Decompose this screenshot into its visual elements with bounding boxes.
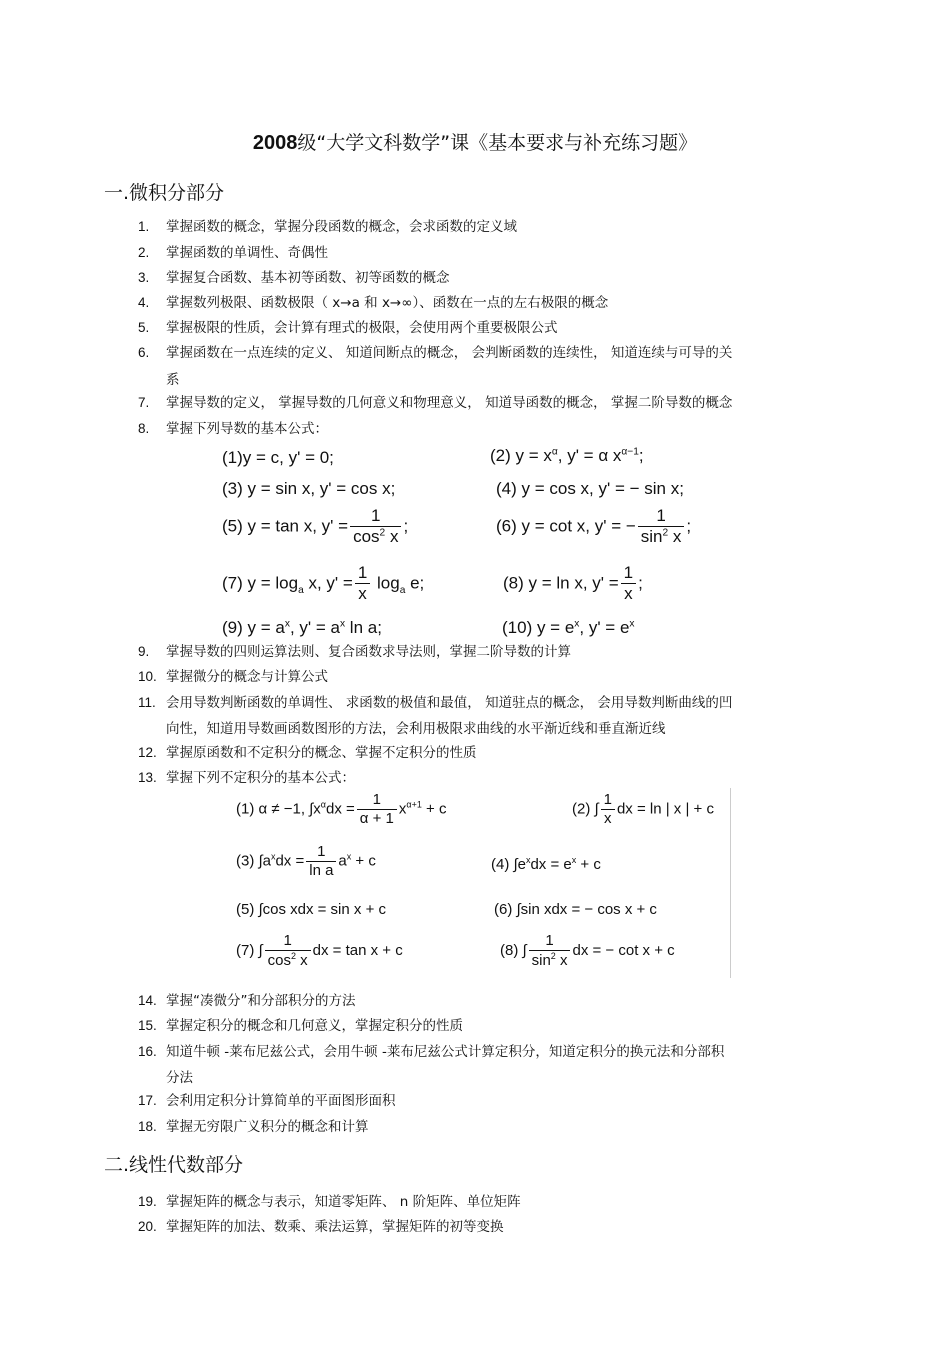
list-item: 5. 掌握极限的性质，会计算有理式的极限，会使用两个重要极限公式 xyxy=(138,320,558,336)
list-item-continuation: 系 xyxy=(166,372,180,388)
formula-derivative-9: (9) $y = a^x$, $y' = a^x$ ln a; xyxy=(222,618,382,637)
formula-integral-7: (7) ∫ $\frac{1}{\cos^2 x}$ dx = tan x + c xyxy=(236,932,403,969)
list-item: 6. 掌握函数在一点连续的定义、 知道间断点的概念， 会判断函数的连续性， 知道连续与可导的关 xyxy=(138,345,733,361)
section-heading-linear-algebra: 二.线性代数部分 xyxy=(104,1154,244,1176)
list-item: 4. 掌握数列极限、函数极限（ x→a 和 x→∞）、函数在一点的左右极限的概念 xyxy=(138,295,609,311)
list-item: 19. 掌握矩阵的概念与表示，知道零矩阵、 n 阶矩阵、单位矩阵 xyxy=(138,1194,521,1210)
section-heading-calculus: 一.微积分部分 xyxy=(104,182,225,204)
formula-derivative-10: (10) $y = e^x$, $y' = e^x$ xyxy=(502,618,635,637)
list-item: 1. 掌握函数的概念，掌握分段函数的概念，会求函数的定义域 xyxy=(138,219,517,235)
list-item: 14. 掌握“凑微分”和分部积分的方法 xyxy=(138,993,356,1009)
list-item: 2. 掌握函数的单调性、奇偶性 xyxy=(138,245,328,261)
formula-derivative-8: (8) y = ln x, y' = $\frac{1}{x}$ ; xyxy=(503,563,643,603)
list-item: 18. 掌握无穷限广义积分的概念和计算 xyxy=(138,1119,369,1135)
formula-integral-2: (2) ∫ $\frac{1}{x}$ dx = ln | x | + c xyxy=(572,791,714,827)
list-item: 12. 掌握原函数和不定积分的概念、掌握不定积分的性质 xyxy=(138,745,477,761)
formula-derivative-6: (6) y = cot x, y' = − $\frac{1}{\sin^2 x}$ ; xyxy=(496,506,692,546)
formula-integral-4: (4) $\int e^xdx = e^x + c$ xyxy=(491,855,601,873)
formula-integral-6: (6) ∫sin xdx = − cos x + c xyxy=(494,901,657,918)
list-item: 13. 掌握下列不定积分的基本公式： xyxy=(138,770,355,786)
list-item: 20. 掌握矩阵的加法、数乘、乘法运算，掌握矩阵的初等变换 xyxy=(138,1219,504,1235)
list-item-continuation: 向性，知道用导数画函数图形的方法，会利用极限求曲线的水平渐近线和垂直渐近线 xyxy=(166,721,666,737)
page-title: 2008级“大学文科数学”课《基本要求与补充练习题》 xyxy=(252,132,698,154)
formula-derivative-4: (4) y = cos x, y' = − sin x; xyxy=(496,479,684,498)
list-item: 15. 掌握定积分的概念和几何意义，掌握定积分的性质 xyxy=(138,1018,463,1034)
formula-derivative-7: (7) $y = \log_a x$, y' = $\frac{1}{x}$ $\log_a e$; xyxy=(222,563,425,603)
list-item: 11. 会用导数判断函数的单调性、 求函数的极值和最值， 知道驻点的概念， 会用导数判断曲线的凹 xyxy=(138,695,733,711)
list-item: 9. 掌握导数的四则运算法则、复合函数求导法则，掌握二阶导数的计算 xyxy=(138,644,571,660)
divider xyxy=(730,788,731,978)
list-item: 3. 掌握复合函数、基本初等函数、初等函数的概念 xyxy=(138,270,450,286)
list-item: 16. 知道牛顿 -莱布尼兹公式，会用牛顿 -莱布尼兹公式计算定积分，知道定积分的换元法和分部积 xyxy=(138,1044,725,1060)
formula-integral-8: (8) ∫ $\frac{1}{\sin^2 x}$ dx = − cot x + c xyxy=(500,932,675,969)
list-item: 8. 掌握下列导数的基本公式： xyxy=(138,421,328,437)
list-item: 7. 掌握导数的定义， 掌握导数的几何意义和物理意义， 知道导函数的概念， 掌握二阶导数的概念 xyxy=(138,395,733,411)
formula-derivative-2: (2) $y = x^\alpha$, y' = α $x^{\alpha-1}$; xyxy=(490,446,644,465)
list-item: 17. 会利用定积分计算简单的平面图形面积 xyxy=(138,1093,396,1109)
list-item: 10. 掌握微分的概念与计算公式 xyxy=(138,669,328,685)
formula-derivative-5: (5) y = tan x, y' = $\frac{1}{\cos^2 x}$ ; xyxy=(222,506,409,546)
formula-derivative-3: (3) y = sin x, y' = cos x; xyxy=(222,479,396,498)
formula-derivative-1: (1)y = c, y' = 0; xyxy=(222,448,334,467)
formula-integral-3: (3) $\int a^xdx$ = $\frac{1}{\text{ln a}}$ $a^x + c$ xyxy=(236,843,376,879)
formula-integral-1: (1) α ≠ −1, $\int x^\alpha dx$ = $\frac{1}{\alpha + 1}$ $x^{\alpha+1} + c$ xyxy=(236,791,447,827)
list-item-continuation: 分法 xyxy=(166,1070,193,1086)
formula-integral-5: (5) ∫cos xdx = sin x + c xyxy=(236,901,386,918)
